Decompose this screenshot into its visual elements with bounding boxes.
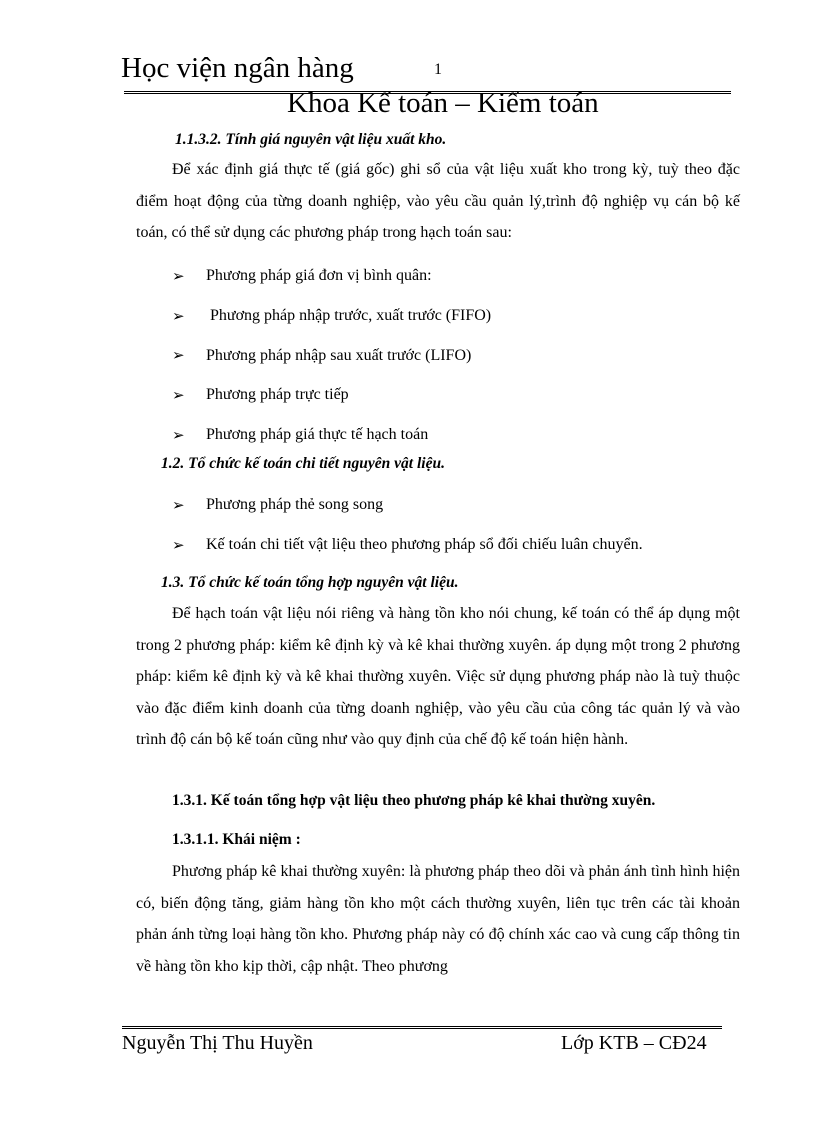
list-item-text: Phương pháp nhập trước, xuất trước (FIFO) [206, 307, 492, 324]
list-item-text: Phương pháp giá thực tế hạch toán [206, 426, 429, 443]
footer-author: Nguyễn Thị Thu Huyền [122, 1032, 313, 1054]
list-item [172, 485, 732, 525]
list-item [172, 256, 732, 296]
bullet-list-pricing [172, 256, 732, 455]
list-item [172, 336, 732, 375]
header-right-title: Khoa Kế toán – Kiểm toán [287, 87, 599, 119]
list-item-text: Phương pháp giá đơn vị bình quân: [206, 267, 432, 284]
section-title-1-3-1: 1.3.1. Kế toán tổng hợp vật liệu theo phương pháp kê khai thường xuyên. [172, 792, 656, 809]
arrow-bullet-icon: ➢ [172, 387, 185, 404]
arrow-bullet-icon: ➢ [172, 308, 185, 325]
arrow-bullet-icon: ➢ [172, 537, 185, 554]
footer-rule [122, 1026, 722, 1029]
arrow-bullet-icon: ➢ [172, 497, 185, 514]
arrow-bullet-icon: ➢ [172, 427, 185, 444]
paragraph-definition: Phương pháp kê khai thường xuyên: là phương pháp theo dõi và phản ánh tình hình hiện có, biến động tăng, giảm hàng tồn kho một cách thường xuyên, liên tục trên các tài khoản phản ánh từng loại hàng tồn kho. Phương pháp này có độ chính xác cao và cung cấp thông tin về hàng tồn kho kịp thời, cập nhật. Theo phương [136, 863, 740, 975]
arrow-bullet-icon: ➢ [172, 268, 185, 285]
list-item-text: Kế toán chi tiết vật liệu theo phương pháp sổ đối chiếu luân chuyển. [206, 536, 643, 553]
page-number: 1 [434, 61, 442, 78]
section-title-1-3-1-1: 1.3.1.1. Khái niệm : [172, 831, 301, 848]
list-item-text: Phương pháp thẻ song song [206, 496, 384, 513]
bullet-list-detail [172, 485, 732, 565]
list-item [172, 415, 732, 455]
arrow-bullet-icon: ➢ [172, 348, 185, 364]
list-item [172, 525, 732, 565]
section-title-1-2: 1.2. Tổ chức kế toán chi tiết nguyên vật liệu. [161, 455, 445, 472]
section-title-1-3: 1.3. Tổ chức kế toán tổng hợp nguyên vật liệu. [161, 574, 459, 591]
paragraph-general: Để hạch toán vật liệu nói riêng và hàng tồn kho nói chung, kế toán có thể áp dụng một trong 2 phương pháp: kiểm kê định kỳ và kê khai thường xuyên. áp dụng một trong 2 phương pháp: kiểm kê định kỳ và kê khai thường xuyên. Việc sử dụng phương pháp nào là tuỳ thuộc vào đặc điểm kinh doanh của từng doanh nghiệp, vào yêu cầu của công tác quản lý và vào trình độ cán bộ kế toán cũng như vào quy định của chế độ kế toán hiện hành. [136, 605, 740, 748]
header-left-title: Học viện ngân hàng [121, 52, 354, 84]
paragraph-pricing: Để xác định giá thực tế (giá gốc) ghi sổ của vật liệu xuất kho trong kỳ, tuỳ theo đặc điểm hoạt động của từng doanh nghiệp, vào yêu cầu quản lý,trình độ nghiệp vụ cán bộ kế toán, có thể sử dụng các phương pháp trong hạch toán sau: [136, 161, 740, 241]
list-item-text: Phương pháp trực tiếp [206, 386, 349, 403]
list-item-text: Phương pháp nhập sau xuất trước (LIFO) [206, 346, 472, 364]
footer-class: Lớp KTB – CĐ24 [561, 1032, 707, 1054]
list-item [172, 375, 732, 415]
section-title-1-1-3-2: 1.1.3.2. Tính giá nguyên vật liệu xuất kho. [175, 131, 447, 148]
list-item [172, 296, 732, 336]
